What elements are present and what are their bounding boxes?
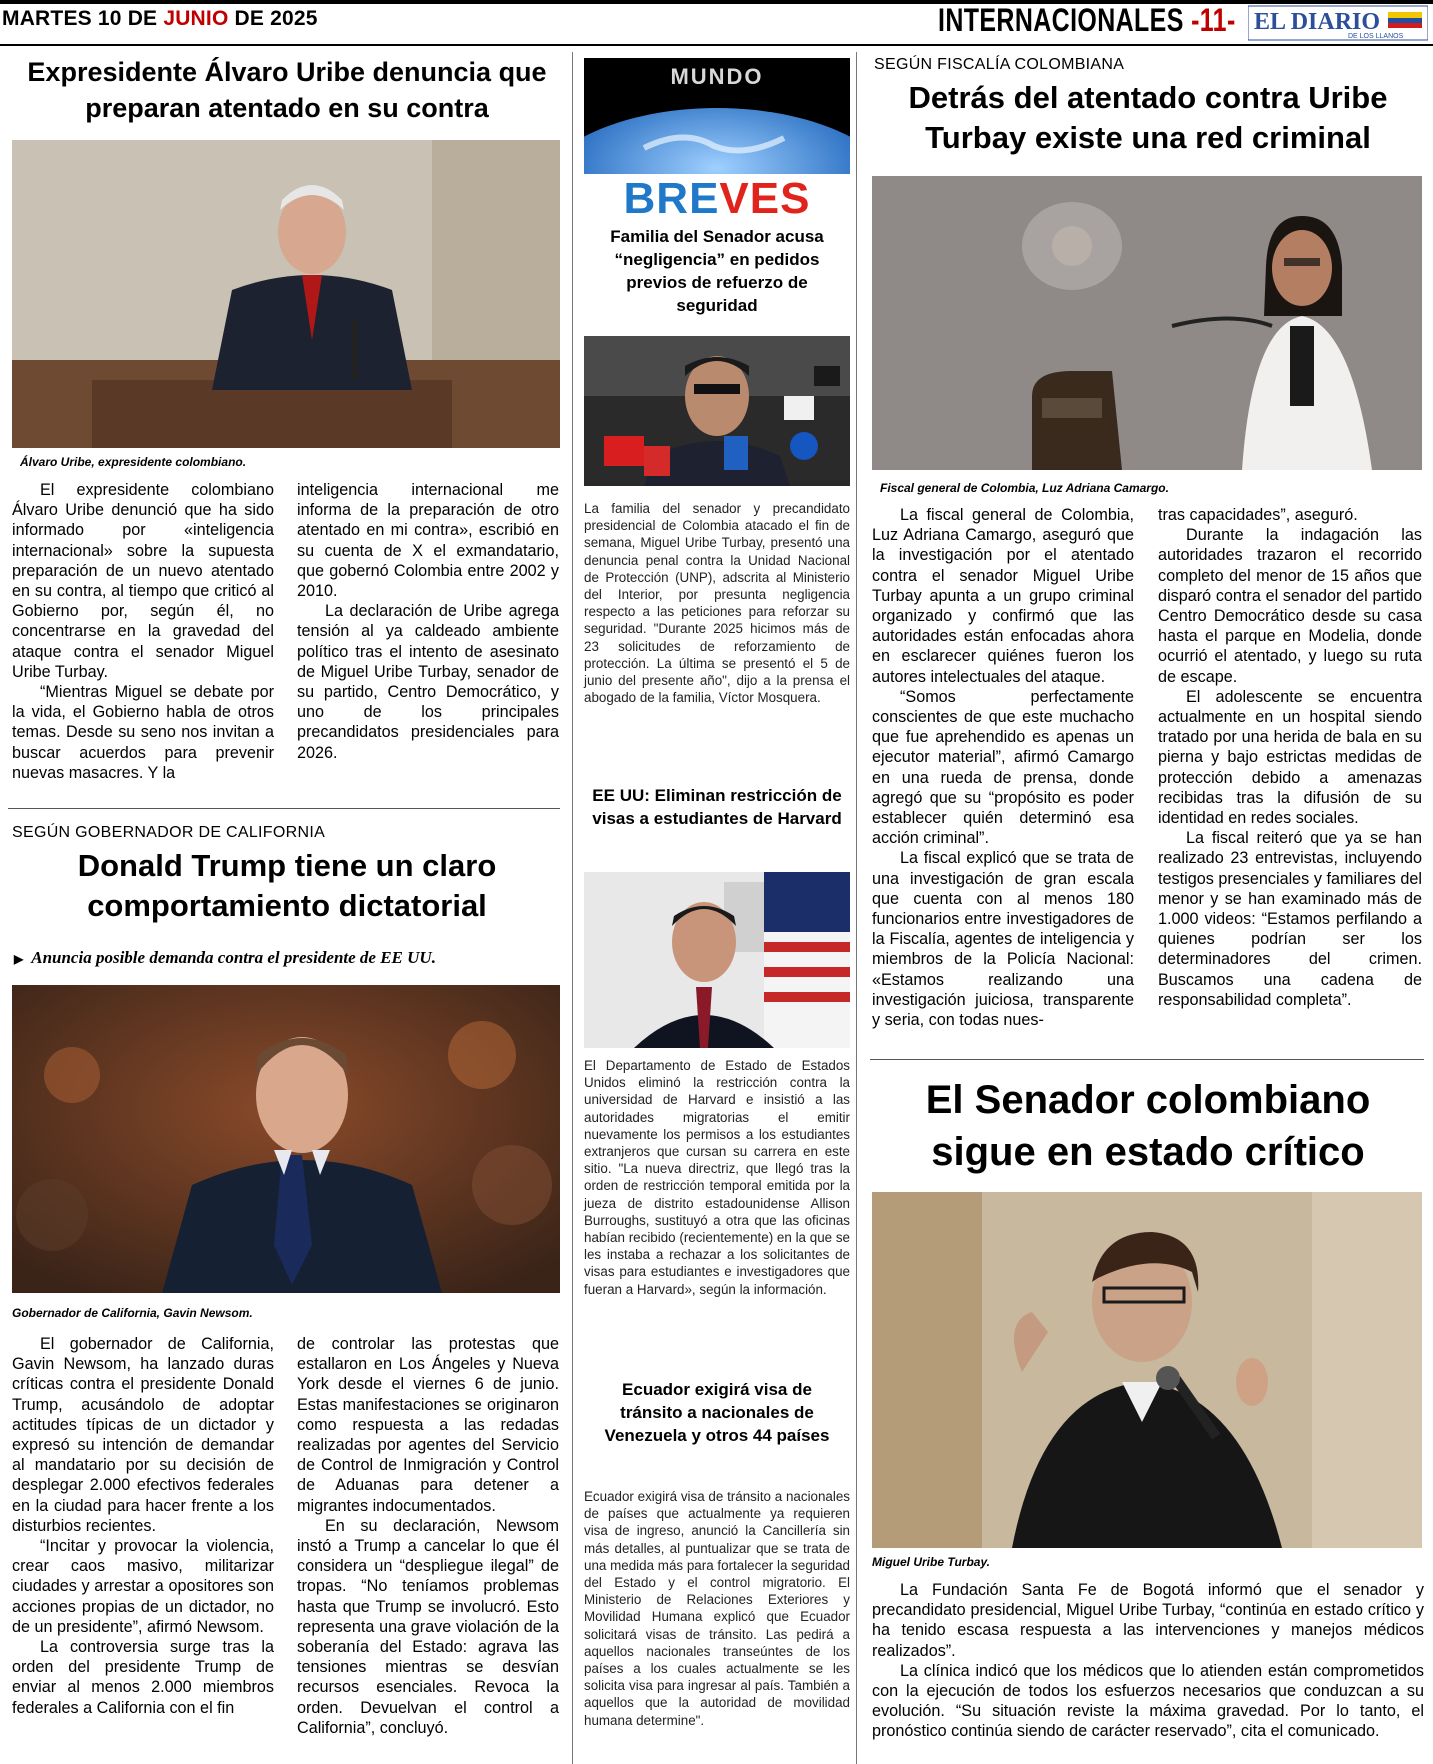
mundo-banner bbox=[584, 58, 850, 174]
senador-caption: Miguel Uribe Turbay. bbox=[872, 1555, 991, 1569]
triangle-bullet-icon: ▶ bbox=[14, 952, 24, 966]
paragraph: de controlar las protestas que estallaron en Los Ángeles y Nueva York desde el viernes 6 de junio. Estas manifestaciones se originaron como respuesta a las redadas realizadas por agentes del Servicio de Control de Inmigración y Control de Aduanas para detener a migrantes indocumentados. bbox=[297, 1335, 559, 1515]
uribe-headline: Expresidente Álvaro Uribe denuncia que preparan atentado en su contra bbox=[27, 57, 547, 123]
fiscalia-photo bbox=[872, 176, 1422, 470]
paragraph: La declaración de Uribe agrega tensión al ya caldeado ambiente político tras el intento de asesinato de Miguel Uribe Turbay, senador de su partido, Centro Democrático, y uno de los principales precandidatos presidenciales para 2026. bbox=[297, 602, 559, 762]
newsom-body-col2 bbox=[297, 1334, 559, 1738]
uribe-body-col1 bbox=[12, 480, 274, 783]
fiscalia-body-col1 bbox=[872, 505, 1134, 1030]
brief2-photo bbox=[584, 872, 850, 1048]
paragraph: La Fundación Santa Fe de Bogotá informó que el senador y precandidato presidencial, Miguel Uribe Turbay, “continúa en estado crítico y ha tenido escasa respuesta a las intervenciones y manejos médicos realizados”. bbox=[872, 1581, 1424, 1660]
uribe-caption: Álvaro Uribe, expresidente colombiano. bbox=[20, 455, 247, 469]
senador-headline: El Senador colombiano sigue en estado crítico bbox=[925, 1078, 1371, 1174]
uribe-photo bbox=[12, 140, 560, 448]
column-rule-left bbox=[572, 52, 573, 1764]
paragraph: La clínica indicó que los médicos que lo atienden están comprometidos con la ejecución de todos los esfuerzos necesarios que conduzcan a su evolución. “Su situación reviste la máxima gravedad. Por lo tanto, el pronóstico continúa siendo de carácter reservado”, cita el comunicado. bbox=[872, 1661, 1424, 1741]
header-bottom-rule bbox=[0, 44, 1433, 46]
fiscalia-caption: Fiscal general de Colombia, Luz Adriana Camargo. bbox=[880, 481, 1169, 495]
paragraph: En su declaración, Newsom instó a Trump a cancelar lo que él considera un “despliegue ilegal” de tropas. “No teníamos problemas hasta que Trump se involucró. Esto representa una grave violación de la soberanía del Estado: agrava las tensiones mientras se desvían recursos esenciales. Revoca la orden. Devuelvan el control a California”, concluyó. bbox=[297, 1516, 559, 1737]
paragraph: La fiscal reiteró que ya se han realizado 23 entrevistas, incluyendo testigos presenciales y familiares del menor y se han examinado más de 1.000 videos: “Estamos perfilando a quienes podrían ser los determinadores del crimen. Buscamos una cadena de responsabilidad completa”. bbox=[1158, 829, 1422, 1009]
paragraph: La fiscal explicó que se trata de una investigación de gran escala que cuenta con al menos 180 funcionarios entre investigadores de la Fiscalía, agentes de inteligencia y miembros de la Policía Nacional: «Estamos realizando una investigación juiciosa, transparente y seria, con todas nues- bbox=[872, 849, 1134, 1030]
fiscalia-body-col2 bbox=[1158, 505, 1422, 1010]
newsom-headline: Donald Trump tiene un claro comportamiento dictatorial bbox=[77, 848, 497, 923]
fiscalia-kicker: SEGÚN FISCALÍA COLOMBIANA bbox=[874, 56, 1125, 73]
newsom-subhead: ▶ Anuncia posible demanda contra el presidente de EE UU. bbox=[14, 948, 436, 967]
paragraph: inteligencia internacional me informa de la preparación de otro atentado en mi contra», escribió en su cuenta de X el exmandatario, que gobernó Colombia entre 2002 y 2010. bbox=[297, 481, 559, 601]
paragraph: Durante la indagación las autoridades trazaron el recorrido completo del menor de 15 años que disparó contra el senador del partido Centro Democrático desde su casa hasta el parque en Modelia, donde ocurrió el atentado, y luego su ruta de escape. bbox=[1158, 526, 1422, 686]
date-month: JUNIO bbox=[163, 7, 229, 30]
brief2-text bbox=[584, 1057, 850, 1298]
section-title: INTERNACIONALES -11- bbox=[938, 2, 1236, 38]
story-divider bbox=[870, 1059, 1424, 1060]
paragraph: La familia del senador y precandidato presidencial de Colombia atacado el fin de semana, Miguel Uribe Turbay, presentó una denuncia penal contra la Unidad Nacional de Protección (UNP), adscrita al Ministerio del Interior, por presunta negligencia respecto a las peticiones para reforzar su seguridad. "Durante 2025 hicimos más de 23 solicitudes de reforzamiento de protección. La última se presentó el 5 de junio del presente año", dijo a la prensa el abogado de la familia, Víctor Mosquera. bbox=[584, 501, 850, 706]
brief1-title: Familia del Senador acusa “negligencia” en pedidos previos de refuerzo de seguridad bbox=[610, 227, 824, 315]
story-divider bbox=[8, 808, 560, 809]
newsom-photo bbox=[12, 985, 560, 1293]
paragraph: La controversia surge tras la orden del presidente Trump de enviar al menos 2.000 miembros federales a California con el fin bbox=[12, 1638, 274, 1717]
paragraph: “Incitar y provocar la violencia, crear caos masivo, militarizar ciudades y arrestar a opositores son acciones propias de un dictador, no de un presidente”, afirmó Newsom. bbox=[12, 1537, 274, 1636]
newsom-caption: Gobernador de California, Gavin Newsom. bbox=[12, 1306, 253, 1320]
brief3-text bbox=[584, 1488, 850, 1729]
senador-photo bbox=[872, 1192, 1422, 1548]
newspaper-logo bbox=[1248, 4, 1428, 42]
brief2-title: EE UU: Eliminan restricción de visas a estudiantes de Harvard bbox=[592, 786, 842, 828]
svg-text:MUNDO: MUNDO bbox=[670, 64, 764, 89]
svg-text:DE LOS LLANOS: DE LOS LLANOS bbox=[1348, 33, 1404, 40]
column-rule-right bbox=[856, 52, 857, 1764]
svg-text:EL DIARIO: EL DIARIO bbox=[1254, 9, 1381, 35]
paragraph: El gobernador de California, Gavin Newsom, ha lanzado duras críticas contra el presidente Donald Trump, acusándolo de adoptar actitudes típicas de un dictador y expresó su intención de demandar al mandatario por su decisión de desplegar 2.000 efectivos federales en la ciudad para hacer frente a los disturbios recientes. bbox=[12, 1335, 274, 1535]
paragraph: “Mientras Miguel se debate por la vida, el Gobierno habla de otros temas. Desde su seno nos invitan a buscar acuerdos para prevenir nuevas masacres. Y la bbox=[12, 683, 274, 782]
page-number: -11- bbox=[1191, 2, 1236, 38]
paragraph: El adolescente se encuentra actualmente en un hospital siendo tratado por una herida de bala en su pierna y bajo estrictas medidas de protección debido a amenazas recibidas tras la difusión de su identidad en redes sociales. bbox=[1158, 687, 1422, 828]
paragraph: tras capacidades”, aseguró. bbox=[1158, 506, 1358, 524]
brief1-photo bbox=[584, 336, 850, 486]
newsom-kicker: SEGÚN GOBERNADOR DE CALIFORNIA bbox=[12, 824, 326, 841]
issue-date: MARTES 10 DE JUNIO DE 2025 bbox=[2, 7, 318, 30]
breves-title: BREVES bbox=[623, 174, 811, 223]
senador-body bbox=[872, 1580, 1424, 1742]
paragraph: Ecuador exigirá visa de tránsito a nacionales de países que actualmente ya requieren visa de ingreso, anunció la Cancillería sin más detalles, al puntualizar que se trata de una medida más para fortalecer la seguridad del Estado y el control migratorio. El Ministerio de Relaciones Exteriores y Movilidad Humana explicó que Ecuador solicitará visas de tránsito. Las pedirá a aquellos nacionales transeúntes de los países a los cuales actualmente se les solicita visa para ingresar al país. También a aquellos que la autoridad de movilidad humana determine". bbox=[584, 1489, 850, 1728]
paragraph: La fiscal general de Colombia, Luz Adriana Camargo, aseguró que la investigación por el atentado contra el senador Miguel Uribe Turbay apunta a un grupo criminal organizado y confirmó que las autoridades están enfocadas ahora en esclarecer quiénes fueron los autores intelectuales del ataque. bbox=[872, 506, 1134, 686]
fiscalia-headline: Detrás del atentado contra Uribe Turbay existe una red criminal bbox=[908, 80, 1388, 155]
paragraph: “Somos perfectamente conscientes de que este muchacho que fue aprehendido es apenas un ejecutor material”, afirmó Camargo en una rueda de prensa, donde agregó que su “propósito es poder establecer quién determinó esa acción criminal”. bbox=[872, 687, 1134, 848]
brief3-title: Ecuador exigirá visa de tránsito a nacionales de Venezuela y otros 44 países bbox=[604, 1380, 830, 1445]
paragraph: El expresidente colombiano Álvaro Uribe denunció que ha sido informado por «inteligencia internacional» sobre la supuesta preparación de un nuevo atentado en su contra, al tiempo que criticó al Gobierno por, según él, no concentrarse en la gravedad del ataque contra el senador Miguel Uribe Turbay. bbox=[12, 481, 274, 681]
newsom-body-col1 bbox=[12, 1334, 274, 1718]
brief1-text bbox=[584, 500, 850, 706]
uribe-body-col2 bbox=[297, 480, 559, 763]
paragraph: El Departamento de Estado de Estados Unidos eliminó la restricción contra la universidad de Harvard e insistió a las autoridades migratorias el emitir nuevamente los permisos a los estudiantes extranjeros que cursan su carrera en este sitio. "La nueva directriz, que llegó tras la orden de restricción temporal emitida por la jueza de distrito estadounidense Allison Burroughs, sustituyó a otra que las oficinas habían recibido (recientemente) en la que se les instaba a rechazar a los solicitantes de visas para estudiantes e investigadores que fueran a Harvard», según la información. bbox=[584, 1058, 850, 1297]
